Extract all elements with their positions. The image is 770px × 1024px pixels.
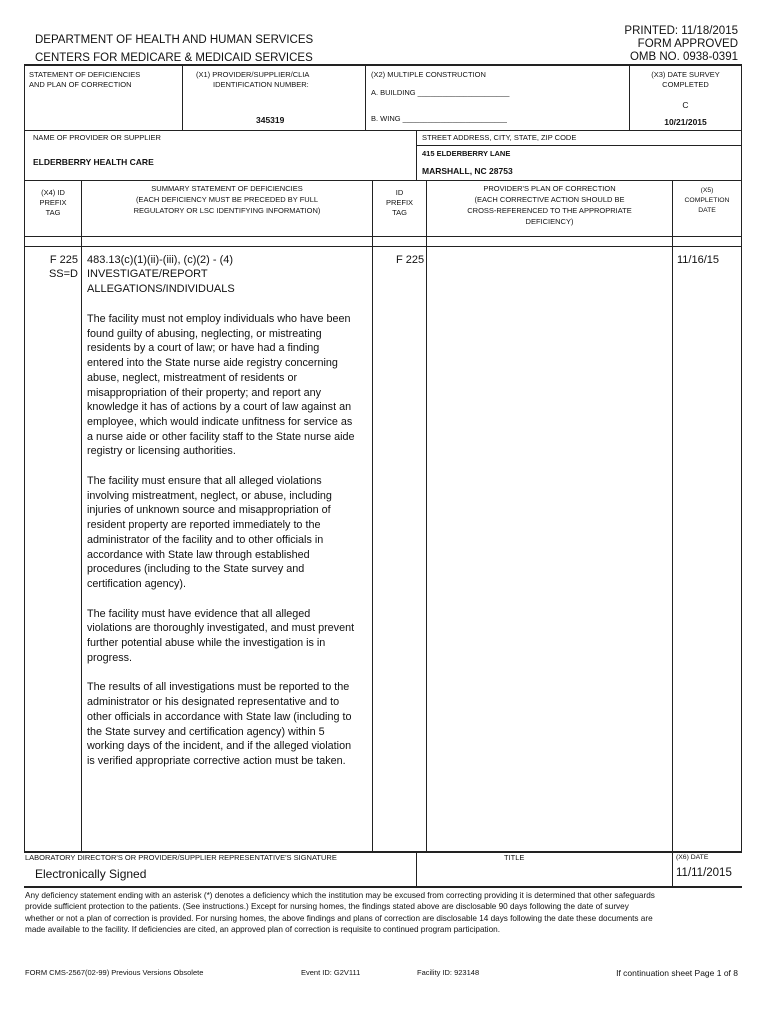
statement-label-2: AND PLAN OF CORRECTION bbox=[29, 80, 132, 89]
plan-label-2: (EACH CORRECTIVE ACTION SHOULD BE bbox=[474, 195, 625, 204]
title-label: TITLE bbox=[504, 853, 525, 862]
event-id: Event ID: G2V111 bbox=[301, 968, 361, 977]
summary-label-3: REGULATORY OR LSC IDENTIFYING INFORMATION) bbox=[133, 206, 321, 215]
divider bbox=[365, 64, 366, 130]
signature-value: Electronically Signed bbox=[35, 867, 147, 881]
page-indicator: If continuation sheet Page 1 of 8 bbox=[616, 968, 738, 978]
divider bbox=[672, 851, 673, 887]
divider bbox=[416, 130, 417, 180]
divider bbox=[426, 180, 427, 851]
deficiency-tag: F 225 bbox=[49, 254, 78, 266]
form-number: FORM CMS-2567(02-99) Previous Versions Obsolete bbox=[25, 968, 204, 977]
x5-label-2: COMPLETION bbox=[684, 197, 730, 204]
form-approved: FORM APPROVED bbox=[637, 38, 738, 50]
x3-label-2: COMPLETED bbox=[662, 80, 709, 89]
x2-label: (X2) MULTIPLE CONSTRUCTION bbox=[371, 70, 486, 79]
id-label-3: TAG bbox=[392, 208, 407, 217]
survey-completed-date: 10/21/2015 bbox=[664, 117, 707, 127]
right-border bbox=[741, 64, 742, 851]
summary-label-1: SUMMARY STATEMENT OF DEFICIENCIES bbox=[151, 184, 303, 193]
deficiency-title-1: INVESTIGATE/REPORT bbox=[87, 268, 208, 280]
scope-severity: SS=D bbox=[48, 268, 78, 280]
left-border bbox=[24, 64, 25, 851]
id-label-1: ID bbox=[395, 188, 404, 197]
divider bbox=[182, 64, 183, 130]
divider bbox=[372, 180, 373, 851]
disclaimer-text: Any deficiency statement ending with an asterisk (*) denotes a deficiency which the institution may be excused from correcting providing it is determined that other safeguards provide sufficient protection to the patients. (See instructions.) Except for nursing homes, the findings stated above are disclosable 90 days following the date of survey whether or not a plan of correction is provided. For nursing homes, the above findings and plans of correction are disclosable 14 days following the date these documents are made available to the facility. If deficiencies are cited, an approved plan of correction is requisite to continued program participation. bbox=[25, 891, 655, 935]
x3-code: C bbox=[682, 100, 689, 110]
divider bbox=[416, 851, 417, 887]
deficiency-paragraph: The facility must not employ individuals who have been found guilty of abusing, neglecting, or mistreating residents by a court of law; or have had a finding entered into the State nurse aide registry concerning abuse, neglect, mistreatment of residents or misappropriation of their property; and report any knowledge it has of actions by a court of law against an employee, which would indicate unfitness for service as a nurse aide or other facility staff to the State nurse aide registry or licensing authorities. bbox=[87, 313, 355, 458]
facility-id: Facility ID: 923148 bbox=[417, 968, 480, 977]
x5-label-1: (X5) bbox=[700, 187, 714, 194]
printed-date: PRINTED: 11/18/2015 bbox=[624, 25, 738, 37]
deficiency-title-2: ALLEGATIONS/INDIVIDUALS bbox=[87, 283, 235, 295]
id-label-2: PREFIX bbox=[385, 198, 414, 207]
signature-label: LABORATORY DIRECTOR'S OR PROVIDER/SUPPLIER REPRESENTATIVE'S SIGNATURE bbox=[25, 853, 337, 862]
x3-label-1: (X3) DATE SURVEY bbox=[651, 70, 720, 79]
plan-label-1: PROVIDER'S PLAN OF CORRECTION bbox=[483, 184, 616, 193]
address-label: STREET ADDRESS, CITY, STATE, ZIP CODE bbox=[422, 133, 577, 142]
completion-date: 11/16/15 bbox=[677, 254, 720, 266]
plan-tag: F 225 bbox=[396, 254, 425, 266]
divider bbox=[24, 886, 742, 888]
divider bbox=[24, 180, 742, 181]
divider bbox=[672, 180, 673, 851]
x4-label-3: TAG bbox=[45, 208, 61, 217]
divider bbox=[416, 145, 742, 146]
regulation-reference: 483.13(c)(1)(ii)-(iii), (c)(2) - (4) bbox=[87, 254, 234, 266]
divider bbox=[24, 130, 742, 131]
x1-label-1: (X1) PROVIDER/SUPPLIER/CLIA bbox=[196, 70, 310, 79]
x4-label-2: PREFIX bbox=[39, 198, 67, 207]
x2-wing: B. WING _________________________ bbox=[371, 114, 507, 123]
plan-label-3: CROSS-REFERENCED TO THE APPROPRIATE bbox=[467, 206, 632, 215]
x4-label-1: (X4) ID bbox=[41, 188, 65, 197]
deficiency-paragraph: The results of all investigations must be reported to the administrator or his designated representative and to other officials in accordance with State law (including to the State survey and certification agency) within 5 working days of the incident, and if the alleged violation is verified appropriate corrective action must be taken. bbox=[87, 681, 352, 767]
deficiency-text bbox=[87, 312, 355, 784]
deficiency-paragraph: The facility must ensure that all alleged violations involving mistreatment, neglect, or abuse, including injuries of unknown source and misappropriation of resident property are reported immediately to the administrator of the facility and to other officials in accordance with State law through established procedures (including to the State survey and certification agency). bbox=[87, 475, 332, 590]
provider-id-number: 345319 bbox=[256, 115, 285, 125]
date-label: (X6) DATE bbox=[676, 854, 709, 861]
divider bbox=[24, 236, 742, 237]
statement-label-1: STATEMENT OF DEFICIENCIES bbox=[29, 70, 141, 79]
provider-name-label: NAME OF PROVIDER OR SUPPLIER bbox=[33, 133, 161, 142]
street-address: 415 ELDERBERRY LANE bbox=[422, 149, 511, 158]
x2-building: A. BUILDING ______________________ bbox=[371, 88, 510, 97]
agency-line-1: DEPARTMENT OF HEALTH AND HUMAN SERVICES bbox=[35, 34, 314, 46]
signature-date: 11/11/2015 bbox=[676, 867, 732, 879]
divider bbox=[24, 246, 742, 247]
plan-label-4: DEFICIENCY) bbox=[525, 217, 574, 226]
x1-label-2: IDENTIFICATION NUMBER: bbox=[213, 80, 309, 89]
divider bbox=[81, 180, 82, 851]
summary-label-2: (EACH DEFICIENCY MUST BE PRECEDED BY FULL bbox=[135, 195, 319, 204]
top-border bbox=[24, 64, 742, 66]
deficiency-paragraph: The facility must have evidence that all alleged violations are thoroughly investigated, and must prevent further potential abuse while the investigation is in progress. bbox=[87, 607, 355, 664]
x5-label-3: DATE bbox=[698, 207, 716, 214]
city-state-zip: MARSHALL, NC 28753 bbox=[422, 166, 513, 176]
provider-name: ELDERBERRY HEALTH CARE bbox=[33, 157, 154, 167]
agency-line-2: CENTERS FOR MEDICARE & MEDICAID SERVICES bbox=[35, 52, 313, 64]
omb-number: OMB NO. 0938-0391 bbox=[629, 51, 738, 63]
